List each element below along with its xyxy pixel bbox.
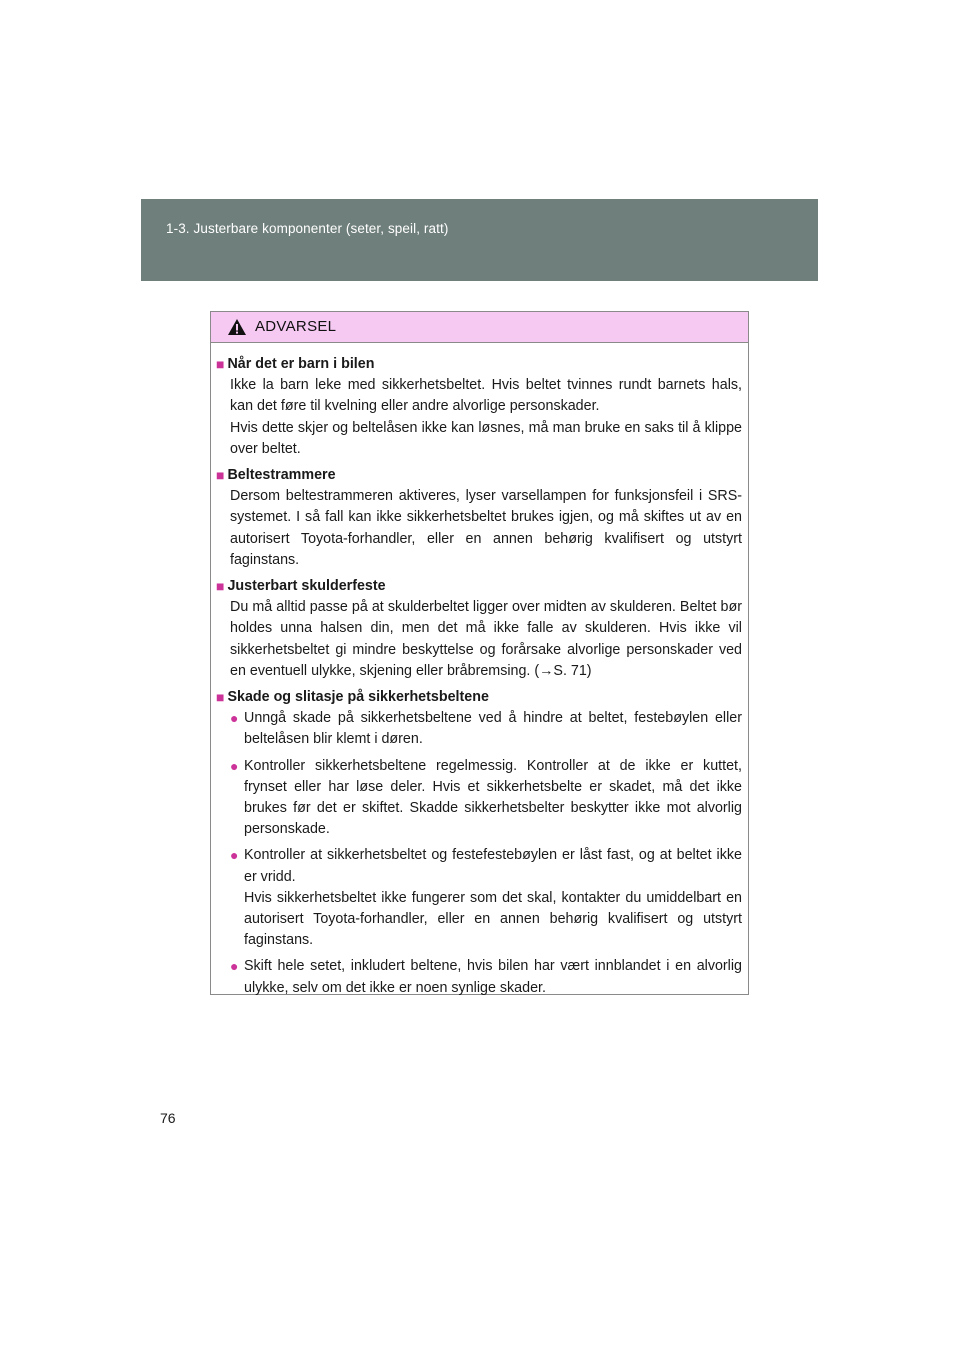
section-body: [230, 375, 742, 460]
warning-section: [216, 354, 742, 460]
section-header-title: 1-3. Justerbare komponenter (seter, speil, ratt): [166, 221, 449, 236]
circle-bullet-icon: ●: [230, 757, 239, 774]
section-title: Når det er barn i bilen: [227, 356, 375, 372]
bullet-text: Hvis sikkerhetsbeltet ikke fungerer som det skal, kontakter du umiddelbart en autorisert Toyota-forhandler, eller en annen behørig kvalifisert og utstyrt faginstans.: [244, 889, 742, 949]
warning-header: [211, 312, 748, 343]
circle-bullet-icon: ●: [230, 958, 239, 975]
paragraph: Hvis dette skjer og beltelåsen ikke kan løsnes, må man bruke en saks til å klippe over beltet.: [230, 419, 742, 457]
circle-bullet-icon: ●: [230, 847, 239, 864]
bullet-text: Skift hele setet, inkludert beltene, hvis bilen har vært innblandet i en alvorlig ulykke, selv om det ikke er noen synlige skader.: [244, 958, 742, 996]
bullet-text: Kontroller sikkerhetsbeltene regelmessig. Kontroller at de ikke er kuttet, frynset eller har løse deler. Hvis et sikkerhetsbelte er skadet, må det ikke brukes før det er skiftet. Skadde sikkerhetsbelter beskytter ikke mot alvorlig personskade.: [244, 757, 742, 838]
warning-box: [210, 311, 749, 995]
paragraph: Ikke la barn leke med sikkerhetsbeltet. Hvis beltet tvinnes rundt barnets hals, kan det føre til kvelning eller andre alvorlige personskader.: [230, 377, 742, 415]
list-item: [230, 708, 742, 750]
square-bullet-icon: ■: [216, 689, 225, 706]
bullet-text: Unngå skade på sikkerhetsbeltene ved å hindre at beltet, festebøylen eller beltelåsen blir klemt i døren.: [244, 710, 742, 748]
section-title: Skade og slitasje på sikkerhetsbeltene: [227, 689, 489, 706]
warning-section: [216, 465, 742, 571]
paragraph: Du må alltid passe på at skulderbeltet ligger over midten av skulderen. Beltet bør holdes unna halsen din, men det må ikke falle av skulderen. Hvis ikke vil sikkerhetsbeltet gi mindre beskyttelse og forårsake alvorlige personskader ved en eventuell ulykke, skjening eller bråbremsing. (→S. 71): [230, 599, 742, 679]
warning-triangle-icon: [227, 318, 247, 336]
bullet-text: Kontroller at sikkerhetsbeltet og festefestebøylen er låst fast, og at beltet ikke er vridd.: [244, 847, 742, 885]
section-title: Justerbart skulderfeste: [227, 578, 386, 595]
list-item: [230, 956, 742, 998]
list-item: [230, 756, 742, 841]
square-bullet-icon: ■: [216, 578, 225, 595]
section-body: [230, 597, 742, 682]
section-title: Beltestrammere: [227, 467, 336, 484]
warning-section: [216, 576, 742, 682]
list-item: [230, 845, 742, 951]
section-body: [230, 486, 742, 571]
circle-bullet-icon: ●: [230, 710, 239, 727]
warning-content: [211, 343, 748, 999]
warning-section: [216, 687, 742, 999]
square-bullet-icon: ■: [216, 467, 225, 484]
paragraph: Dersom beltestrammeren aktiveres, lyser varsellampen for funksjonsfeil i SRS-systemet. I så fall kan ikke sikkerhetsbeltet brukes igjen, og må skiftes ut av en autorisert Toyota-forhandler, eller en annen behørig kvalifisert og utstyrt faginstans.: [230, 488, 742, 568]
page-number: 76: [160, 1110, 176, 1126]
square-bullet-icon: ■: [216, 356, 225, 372]
header-band: [141, 199, 818, 281]
warning-title: ADVARSEL: [255, 318, 337, 335]
